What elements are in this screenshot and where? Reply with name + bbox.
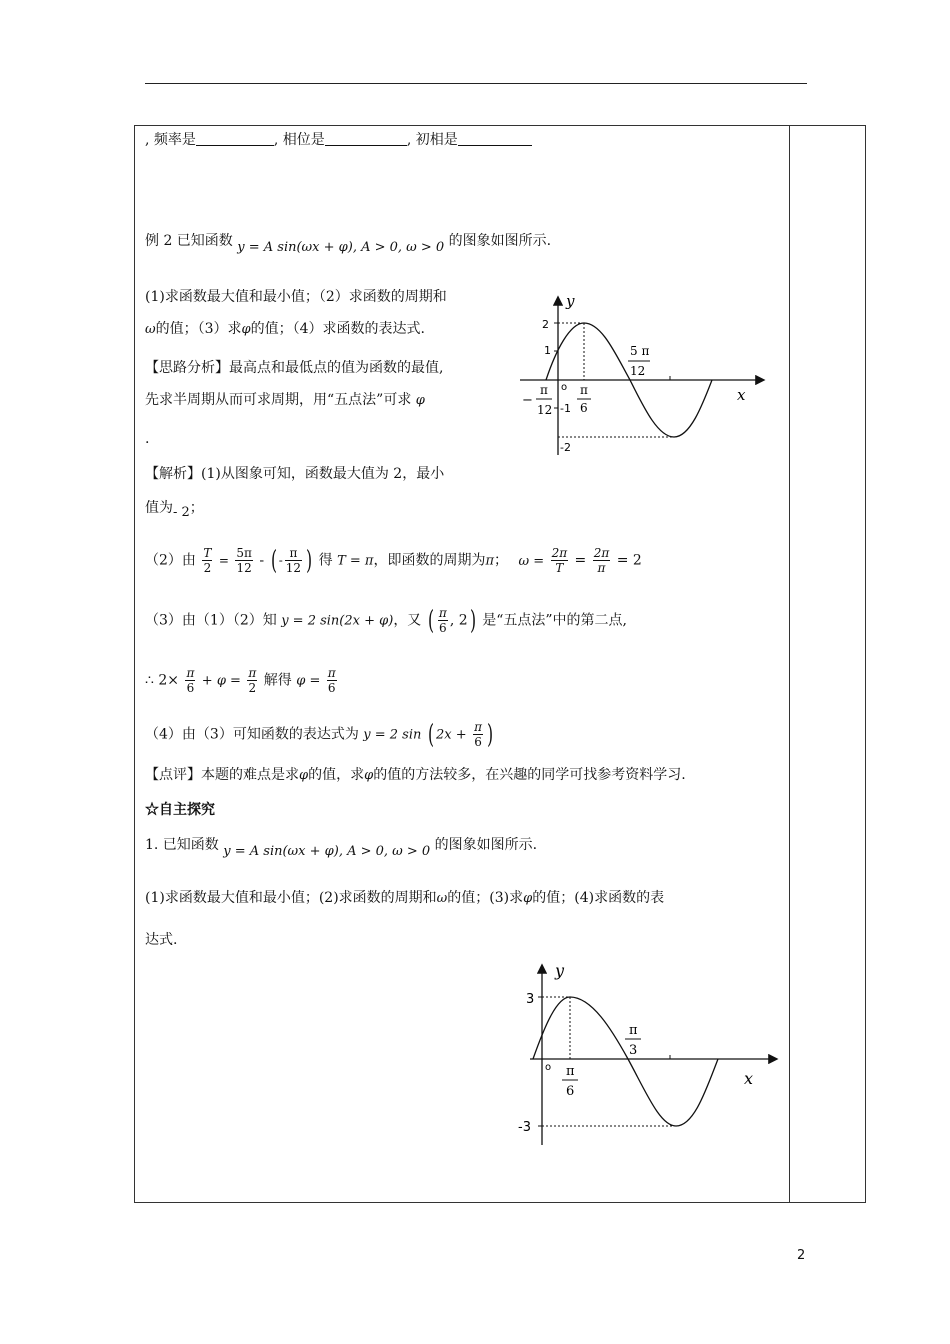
frac-den: 2 — [248, 681, 257, 695]
frac-num: π — [327, 666, 336, 680]
step3-text: 是“五点法”中的第二点, — [482, 612, 627, 629]
exercise1-questions-line1 — [145, 889, 664, 908]
semicolon: ； — [494, 552, 509, 569]
exercise1-formula: y = A sin(ωx + φ) — [223, 844, 339, 859]
point-y: , 2 — [449, 612, 468, 629]
solve-text: 解得 — [263, 672, 292, 689]
solution-step4: （4）由（3）可知函数的表达式为 y = 2 sin ( 2x + $\frac{\pi}{6}$ ) — [145, 719, 494, 750]
step3-you: ，又 — [393, 612, 422, 629]
min-label: 值为 — [145, 500, 173, 516]
omega-symbol: ω — [436, 891, 448, 906]
step4-formula: y = 2 sin — [363, 727, 422, 743]
q-text-1: (1)求函数最大值和最小值；(2)求函数的周期和 — [145, 890, 437, 906]
tick-label-2: 2 — [542, 318, 549, 331]
example2-formula: y = A sin(ωx + φ) — [237, 240, 353, 255]
comment-text-a: 本题的难点是求 — [201, 767, 299, 783]
frac-num: π — [186, 666, 195, 680]
x-label-5pi-den: 12 — [630, 364, 646, 378]
x-label-neg-sign: − — [522, 393, 533, 408]
initial-phase-label: , 初相是 — [406, 132, 458, 148]
q-text-2: 的值；(3)求 — [447, 890, 524, 906]
min-value: - 2 — [173, 505, 190, 520]
header-rule — [145, 83, 807, 84]
analysis-tag: 【思路分析】 — [145, 360, 229, 376]
tick-label-m3: -3 — [518, 1120, 531, 1135]
example2-suffix: 的图象如图所示. — [448, 233, 552, 249]
frac-den: 6 — [186, 681, 195, 695]
frac-num: 5π — [236, 546, 252, 560]
solution-tag: 【解析】 — [145, 466, 201, 482]
x-axis-label: x — [737, 386, 746, 404]
equals: = — [574, 552, 587, 569]
frac-2pi-over-T — [551, 546, 569, 575]
plus-phi-eq: + φ = — [201, 673, 241, 689]
comment-line — [145, 766, 686, 785]
exercise1-questions-line2: 达式. — [145, 932, 178, 948]
exercise1-label: 1. 已知函数 — [145, 837, 219, 853]
frac-num: π — [474, 720, 482, 734]
analysis-line1 — [145, 359, 443, 377]
exercise1-condition: , A > 0, ω > 0 — [338, 844, 431, 859]
frac-den: 6 — [474, 735, 482, 749]
initial-phase-blank[interactable] — [458, 131, 532, 146]
example2-sine-graph — [520, 290, 780, 460]
x-label-pi6-den: 6 — [580, 401, 588, 415]
solution-step3b — [145, 666, 339, 696]
sine-curve — [533, 997, 718, 1126]
frequency-label: , 频率是 — [145, 132, 196, 148]
analysis-text1: 最高点和最低点的值为函数的最值, — [229, 360, 444, 376]
de-text: 得 — [318, 552, 333, 569]
tick-label-3: 3 — [526, 992, 535, 1007]
phase-blank[interactable] — [325, 131, 407, 146]
step3-formula: y = 2 sin(2x + φ) — [281, 613, 394, 629]
analysis-text2: 先求半周期从而可求周期，用“五点法”可求 — [145, 392, 412, 408]
tick-label-1: 1 — [544, 344, 551, 357]
step4-label: （4）由（3）可知函数的表达式为 — [145, 726, 359, 743]
x-axis-label: x — [744, 1069, 754, 1088]
frac-num: π — [285, 546, 302, 561]
frequency-blank[interactable] — [196, 131, 274, 146]
frac-den: 6 — [327, 681, 336, 695]
analysis-dot: . — [145, 431, 150, 447]
x-label-pi6-den: 6 — [566, 1084, 575, 1099]
tick-label-m1: -1 — [560, 402, 571, 415]
phi-symbol: φ — [523, 891, 533, 906]
self-study-title: ☆自主探究 — [145, 802, 215, 818]
comment-tag: 【点评】 — [145, 767, 201, 783]
y-axis-label: y — [566, 292, 575, 310]
step4-inner: 2x + — [436, 727, 467, 743]
phi-symbol: φ — [364, 768, 374, 783]
frac-den: 2 — [203, 561, 212, 575]
example2-label: 例 2 已知函数 — [145, 233, 233, 249]
step3-label: （3）由（1）（2）知 — [145, 612, 277, 629]
example2-questions-line2 — [145, 320, 425, 339]
period-text: ，即函数的周期为 — [373, 552, 486, 569]
example2-condition: , A > 0, ω > 0 — [352, 240, 445, 255]
solution-line2 — [145, 499, 204, 518]
example2-statement — [145, 232, 552, 255]
example2-questions-line1: (1)求函数最大值和最小值；（2）求函数的周期和 — [145, 289, 447, 305]
x-label-negpi-num: π — [540, 383, 548, 397]
x-label-5pi-num: 5 π — [630, 344, 650, 358]
frac-pi-over-6-result — [327, 666, 337, 695]
page-number: 2 — [797, 1248, 806, 1263]
x-label-pi6-num: π — [580, 383, 588, 397]
analysis-line2 — [145, 391, 425, 410]
frac-den: 6 — [439, 621, 447, 635]
fill-in-line — [145, 131, 532, 149]
therefore-text: ∴ 2× — [145, 672, 179, 689]
frac-pi-over-6 — [438, 606, 448, 635]
exercise1-suffix: 的图象如图所示. — [434, 837, 538, 853]
omega-symbol: ω — [145, 322, 156, 337]
x-label-pi3-den: 3 — [629, 1043, 638, 1058]
frac-2pi-over-pi — [593, 546, 611, 575]
q2-text: 的值；（3）求 — [155, 321, 242, 337]
omega-result: = 2 — [616, 552, 642, 569]
phi-eq: φ = — [296, 673, 321, 689]
x-label-pi3-num: π — [629, 1023, 638, 1038]
origin-label: o — [561, 382, 568, 393]
x-label-pi6-num: π — [566, 1064, 575, 1079]
phi-symbol: φ — [415, 393, 425, 408]
period-eq: T = π — [337, 553, 374, 569]
phi-symbol: φ — [299, 768, 309, 783]
q3-text: 的值；（4）求函数的表达式. — [250, 321, 425, 337]
solution-step2: （2）由 $\frac{T}{2}$ = $\frac{5\pi}{12}$ - ( - $\frac{\pi}{12}$ ) 得 T = π，即函数的周期为π； ω = $\frac{2\pi}{T}$ = $\frac{2\pi}{\pi}$ = 2 — [145, 545, 642, 576]
frac-pi-over-12 — [285, 546, 302, 575]
exercise1-statement — [145, 836, 538, 859]
solution-step3: （3）由（1）（2）知 y = 2 sin(2x + φ)，又 ( $\frac{\pi}{6}$ , 2) 是“五点法”中的第二点, — [145, 605, 627, 636]
exercise1-sine-graph — [500, 960, 790, 1150]
step2-label: （2）由 — [145, 552, 196, 569]
frac-den: π — [597, 561, 606, 575]
frac-pi-over-6 — [473, 720, 483, 749]
x-label-negpi-den: 12 — [537, 403, 553, 417]
frac-5pi-over-12 — [235, 546, 253, 575]
tick-label-m2: -2 — [560, 441, 571, 454]
solution-text1: (1)从图象可知，函数最大值为 2，最小 — [201, 466, 445, 482]
frac-num: π — [438, 606, 447, 620]
frac-num: π — [248, 666, 257, 680]
origin-label: o — [545, 1062, 552, 1073]
omega-eq: ω = — [518, 553, 545, 569]
frac-pi-over-2 — [247, 666, 257, 695]
pi-symbol: π — [485, 553, 495, 569]
phase-label: , 相位是 — [273, 132, 325, 148]
solution-line1 — [145, 465, 444, 483]
frac-den: 12 — [285, 561, 302, 575]
y-axis-label: y — [555, 961, 565, 980]
frac-num: 2π — [593, 546, 610, 560]
comment-text-c: 的值的方法较多，在兴趣的同学可找参考资料学习. — [373, 767, 686, 783]
semicolon: ； — [189, 500, 204, 516]
minus-sign: - — [259, 552, 265, 569]
frac-pi-over-6 — [185, 666, 195, 695]
frac-num: 2π — [551, 546, 568, 560]
frac-den: T — [555, 561, 564, 575]
phi-symbol: φ — [241, 322, 251, 337]
comment-text-b: 的值，求 — [308, 767, 365, 783]
frac-num: T — [203, 546, 212, 560]
frac-den: 12 — [236, 561, 252, 575]
frac-T-over-2 — [202, 546, 212, 575]
q-text-3: 的值；(4)求函数的表 — [532, 890, 665, 906]
